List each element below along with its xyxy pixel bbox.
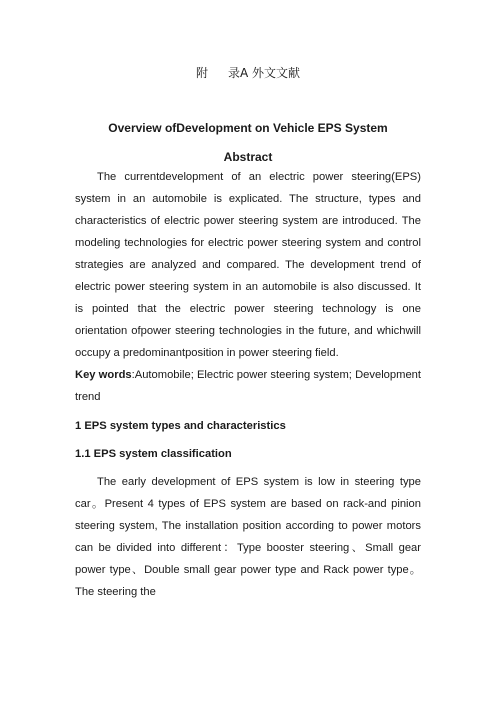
keywords-label: Key words [75,369,132,381]
document-body [75,166,421,603]
appendix-label-part1: 附 [195,66,208,80]
appendix-header [0,64,496,81]
appendix-label-part2: 录A 外文文献 [227,66,301,80]
section-paragraph: The early development of EPS system is low in steering type car。Present 4 types of EPS system are based on rack-and pinion steering system, The installation position according to power motors can be divided into different：Type booster steering、Small gear power type、Double small gear power type and Rack power type。The steering the [75,476,421,598]
paper-title: Overview ofDevelopment on Vehicle EPS System [108,121,388,135]
keywords-text: :Automobile; Electric power steering system; Development trend [75,369,421,403]
subsection-heading-1-1: 1.1 EPS system classification [75,448,232,460]
keywords-line [75,364,421,408]
abstract-paragraph: The currentdevelopment of an electric power steering(EPS) system in an automobile is explicated. The structure, types and characteristics of electric power steering system are introduced. The modeling technologies for electric power steering system and control strategies are analyzed and compared. The development trend of electric power steering system in an automobile is also discussed. It is pointed that the electric power steering technology is one orientation ofpower steering technologies in the future, and whichwill occupy a predominantposition in power steering field. [75,171,421,359]
abstract-heading: Abstract [223,150,273,164]
section-heading-1: 1 EPS system types and characteristics [75,420,286,432]
